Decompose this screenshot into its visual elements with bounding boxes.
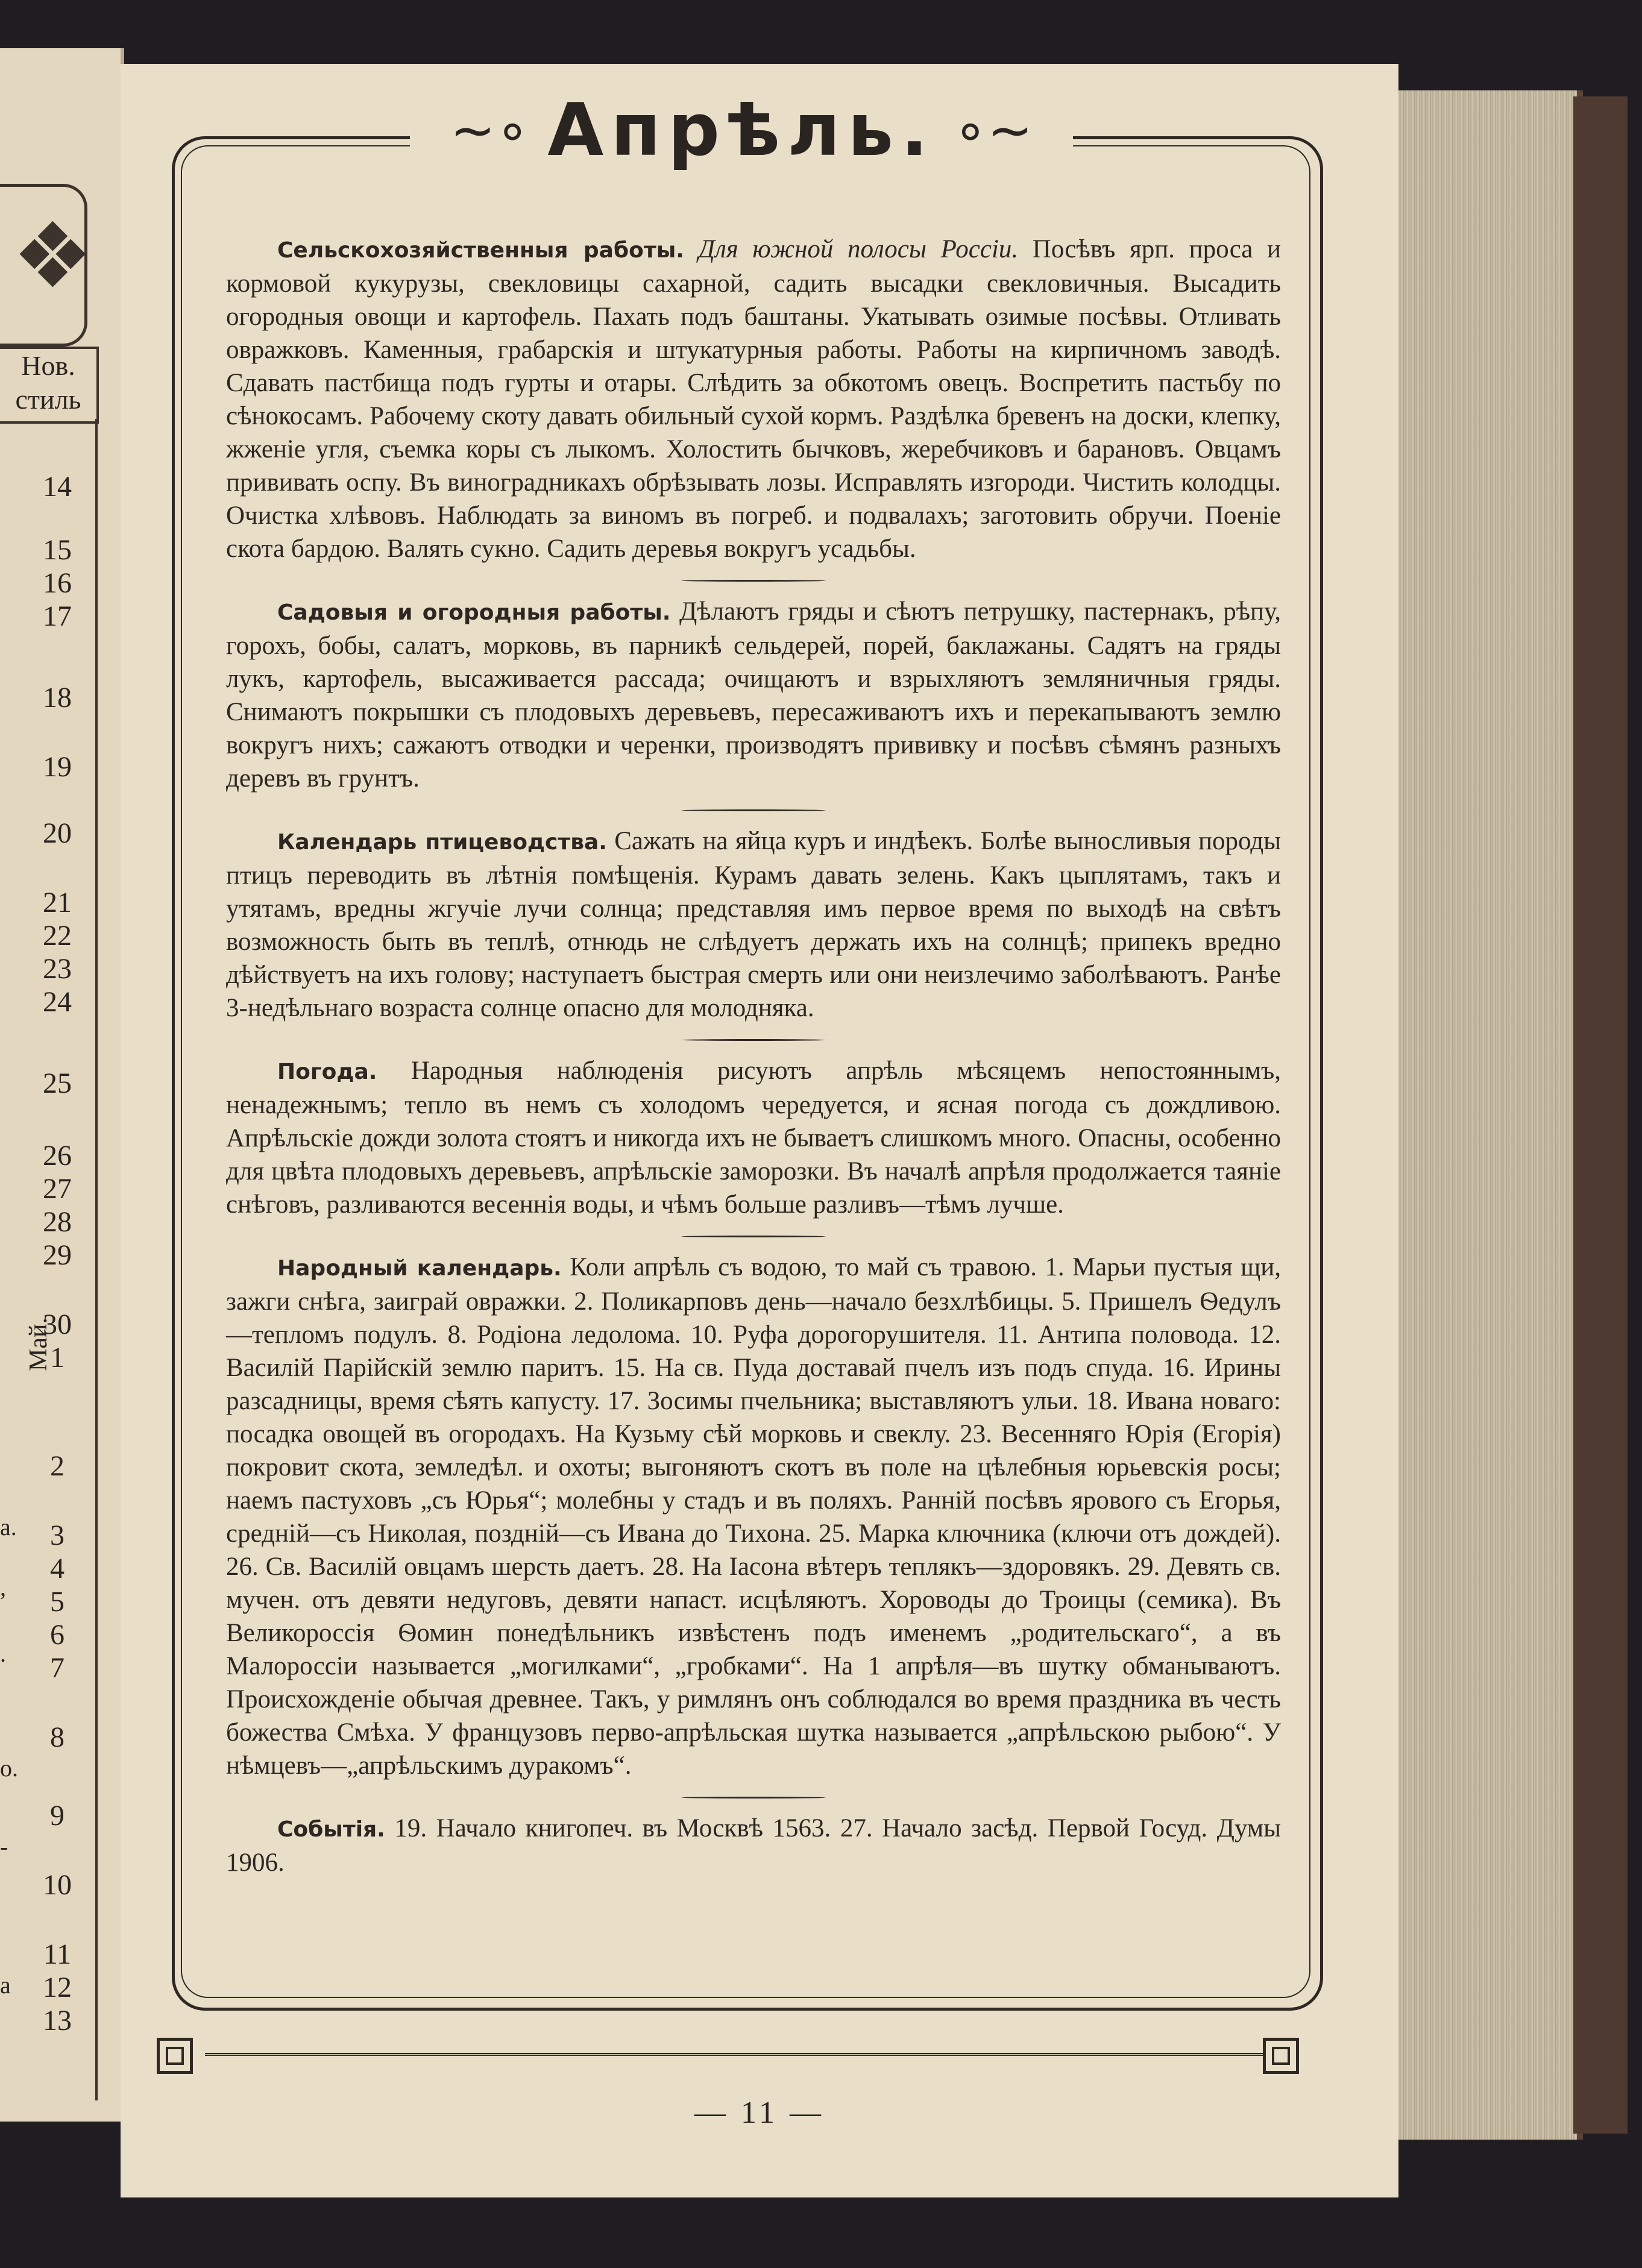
edge-mark: . bbox=[0, 1640, 6, 1667]
day-number: 27 bbox=[43, 1173, 72, 1205]
corner-ornament-icon bbox=[157, 2038, 193, 2074]
section-heading: Сельскохозяйственныя работы. bbox=[277, 238, 684, 263]
day-number: 22 bbox=[43, 920, 72, 952]
day-number: 10 bbox=[43, 1869, 72, 1901]
section-garden-work bbox=[226, 595, 1281, 795]
article-body bbox=[226, 233, 1281, 1894]
section-weather bbox=[226, 1054, 1281, 1221]
day-number: 1 bbox=[50, 1342, 64, 1374]
section-folk-calendar bbox=[226, 1251, 1281, 1782]
section-text: Коли апрѣль съ водою, то май съ травою. 1. Марьи пустыя щи, зажги снѣга, заиграй овражки. 2. Поликарповъ день—начало безхлѣбицы. 5. Пришелъ Ѳедулъ—тепломъ подулъ. 8. Родіона ледолома. 10. Руфа дорогорушителя. 11. Антипа половода. 12. Василій Парійскій землю паритъ. 15. На св. Пуда доставай пчелъ изъ подъ спуда. 16. Ирины разсадницы, время сѣять капусту. 17. Зосимы пчельника; выставляютъ ульи. 18. Ивана новаго: посадка овощей въ огородахъ. На Кузьму сѣй морковь и свеклу. 23. Весенняго Юрія (Егорія) покровит скота, земледѣл. и охоты; выгоняютъ скотъ въ поле на цѣлебныя юрьевскія росы; наемъ пастуховъ „съ Юрья“; молебны у стадъ и въ поляхъ. Ранній посѣвъ ярового съ Егорья, средній—съ Николая, поздній—съ Ивана до Тихона. 25. Марка ключника (ключи отъ дождей). 26. Св. Василій овцамъ шерсть даетъ. 28. На Іасона вѣтеръ теплякъ—здоровякъ. 29. Девять св. мучен. отъ девяти недуговъ, девяти напаст. исцѣляютъ. Хороводы до Троицы (семика). Въ Великороссія Ѳомин понедѣльникъ извѣстенъ подъ именемъ „родительскаго“, а въ Малороссіи называется „могилками“, „гробками“. На 1 апрѣля—въ шутку обманываютъ. Происхожденіе обычая древнее. Такъ, у римлянъ онъ соблюдался во время праздника въ честь божества Смѣха. У французовъ перво-апрѣльская шутка называется „апрѣльскою рыбою“. У нѣмцевъ—„апрѣльскимъ дуракомъ“. bbox=[226, 1253, 1281, 1780]
day-number: 23 bbox=[43, 953, 72, 985]
section-heading: Народный календарь. bbox=[277, 1256, 562, 1281]
divider bbox=[681, 809, 826, 811]
day-number: 17 bbox=[43, 600, 72, 632]
section-text: 19. Начало книгопеч. въ Москвѣ 1563. 27. Начало засѣд. Первой Госуд. Думы 1906. bbox=[226, 1814, 1282, 1877]
ornament-icon: ❖ bbox=[12, 204, 93, 309]
column-rule bbox=[95, 419, 98, 2100]
section-text: Посѣвъ ярп. проса и кормовой кукурузы, свекловицы сахарной, садить высадки свекловичныя. Высадить огородныя овощи и картофель. Пахать подъ баштаны. Укатывать озимые посѣвы. Отливать овражковъ. Каменныя, грабарскія и штукатурныя работы. Работы на кирпичномъ заводѣ. Сдавать пастбища подъ гурты и отары. Слѣдить за обкотомъ овецъ. Воспретить пастьбу по сѣнокосамъ. Рабочему скоту давать обильный сухой кормъ. Раздѣлка бревенъ на доски, клепку, жженіе угля, съемка коры съ лыкомъ. Холостить бычковъ, жеребчиковъ и барановъ. Овцамъ прививать оспу. Въ виноградникахъ обрѣзывать лозы. Исправлять изгороди. Чистить колодцы. Очистка хлѣвовъ. Наблюдать за виномъ въ погреб. и подвалахъ; заготовить обручи. Поеніе скота бардою. Валять сукно. Садить деревья вокругъ усадьбы. bbox=[226, 235, 1282, 563]
edge-mark: - bbox=[0, 1833, 8, 1860]
page-stack-edge bbox=[1398, 90, 1583, 2140]
edge-mark: , bbox=[0, 1574, 6, 1601]
day-number: 30 bbox=[43, 1308, 72, 1340]
day-number: 9 bbox=[50, 1800, 64, 1832]
day-number: 5 bbox=[50, 1586, 64, 1618]
day-number: 14 bbox=[43, 471, 72, 503]
edge-mark: а. bbox=[0, 1513, 17, 1541]
edge-mark: а bbox=[0, 1971, 11, 1999]
corner-ornament-icon bbox=[1263, 2038, 1299, 2074]
bottom-rule bbox=[205, 2053, 1290, 2056]
month-label: Май. bbox=[25, 1318, 52, 1371]
left-swirl-icon: ~∘ bbox=[450, 98, 530, 162]
divider bbox=[681, 1236, 826, 1237]
day-number: 16 bbox=[43, 567, 72, 599]
section-text: Сажать на яйца куръ и индѣекъ. Болѣе выносливыя породы птицъ переводить въ лѣтнія помѣщенія. Курамъ давать зелень. Какъ цыплятамъ, такъ и утятамъ, вредны жгучіе лучи солнца; представляя имъ первое время по выходѣ на свѣтъ возможность быть въ теплѣ, отнюдь не слѣдуетъ держать ихъ на солнцѣ; припекъ вредно дѣйствуетъ на ихъ голову; наступаетъ быстрая смерть или они неизлечимо заболѣваютъ. Ранѣе 3-недѣльнаго возраста солнце опасно для молодняка. bbox=[226, 827, 1281, 1022]
main-page bbox=[121, 64, 1398, 2197]
page-number: — 11 — bbox=[694, 2096, 825, 2130]
section-heading: Погода. bbox=[277, 1060, 377, 1084]
day-number: 24 bbox=[43, 986, 72, 1018]
day-number: 20 bbox=[43, 817, 72, 849]
day-number: 8 bbox=[50, 1721, 64, 1753]
day-number: 3 bbox=[50, 1519, 64, 1551]
left-page-fragment bbox=[0, 48, 124, 2122]
day-number: 29 bbox=[43, 1239, 72, 1271]
day-number: 13 bbox=[43, 2005, 72, 2037]
right-swirl-icon: ∘~ bbox=[953, 98, 1033, 162]
section-poultry bbox=[226, 825, 1281, 1025]
divider bbox=[681, 580, 826, 582]
divider bbox=[681, 1039, 826, 1041]
day-number: 2 bbox=[50, 1450, 64, 1482]
ornament bbox=[0, 184, 93, 347]
section-text: Народныя наблюденія рисуютъ апрѣль мѣсяцемъ непостояннымъ, ненадежнымъ; тепло въ немъ съ холодомъ чередуется, и ясная погода съ дождливою. Апрѣльскіе дожди золота стоятъ и никогда ихъ не бываетъ слишкомъ много. Опасны, особенно для цвѣта плодовыхъ деревьевъ, апрѣльскіе заморозки. Въ началѣ апрѣля продолжается таяніе снѣговъ, разливаются весеннія воды, и чѣмъ больше разливъ—тѣмъ лучше. bbox=[226, 1057, 1282, 1219]
day-number: 28 bbox=[43, 1206, 72, 1238]
day-number: 19 bbox=[43, 751, 72, 783]
left-column-header: Нов. стиль bbox=[0, 347, 99, 424]
title-block bbox=[410, 76, 1073, 184]
day-number: 21 bbox=[43, 887, 72, 919]
section-subheading: Для южной полосы Россіи. bbox=[698, 235, 1019, 263]
day-number: 6 bbox=[50, 1619, 64, 1651]
section-heading: Календарь птицеводства. bbox=[277, 830, 607, 855]
section-events bbox=[226, 1812, 1281, 1879]
section-heading: Событія. bbox=[277, 1817, 385, 1842]
page-title: Апрѣль. bbox=[547, 88, 936, 172]
section-heading: Садовыя и огородныя работы. bbox=[277, 600, 671, 625]
day-number: 12 bbox=[43, 1971, 72, 2003]
divider bbox=[681, 1797, 826, 1798]
section-farm-work bbox=[226, 233, 1281, 565]
section-text: Дѣлаютъ гряды и сѣютъ петрушку, пастернакъ, рѣпу, горохъ, бобы, салатъ, морковь, въ парникѣ сельдерей, порей, баклажаны. Садятъ на гряды лукъ, картофель, высаживается рассада; очищаютъ и взрыхляютъ земляничныя гряды. Снимаютъ покрышки съ плодовыхъ деревьевъ, пересаживаютъ ихъ и перекапываютъ землю вокругъ нихъ; сажаютъ отводки и черенки, производятъ прививку и посѣвъ сѣмянъ разныхъ деревъ въ грунтъ. bbox=[226, 597, 1282, 793]
day-number: 18 bbox=[43, 682, 72, 714]
book-binding bbox=[1573, 96, 1628, 2134]
day-number: 11 bbox=[43, 1938, 72, 1970]
day-number: 7 bbox=[50, 1652, 64, 1684]
edge-mark: о. bbox=[0, 1754, 18, 1782]
day-number: 15 bbox=[43, 534, 72, 566]
day-number: 25 bbox=[43, 1067, 72, 1099]
day-number: 4 bbox=[50, 1553, 64, 1585]
day-number: 26 bbox=[43, 1140, 72, 1172]
